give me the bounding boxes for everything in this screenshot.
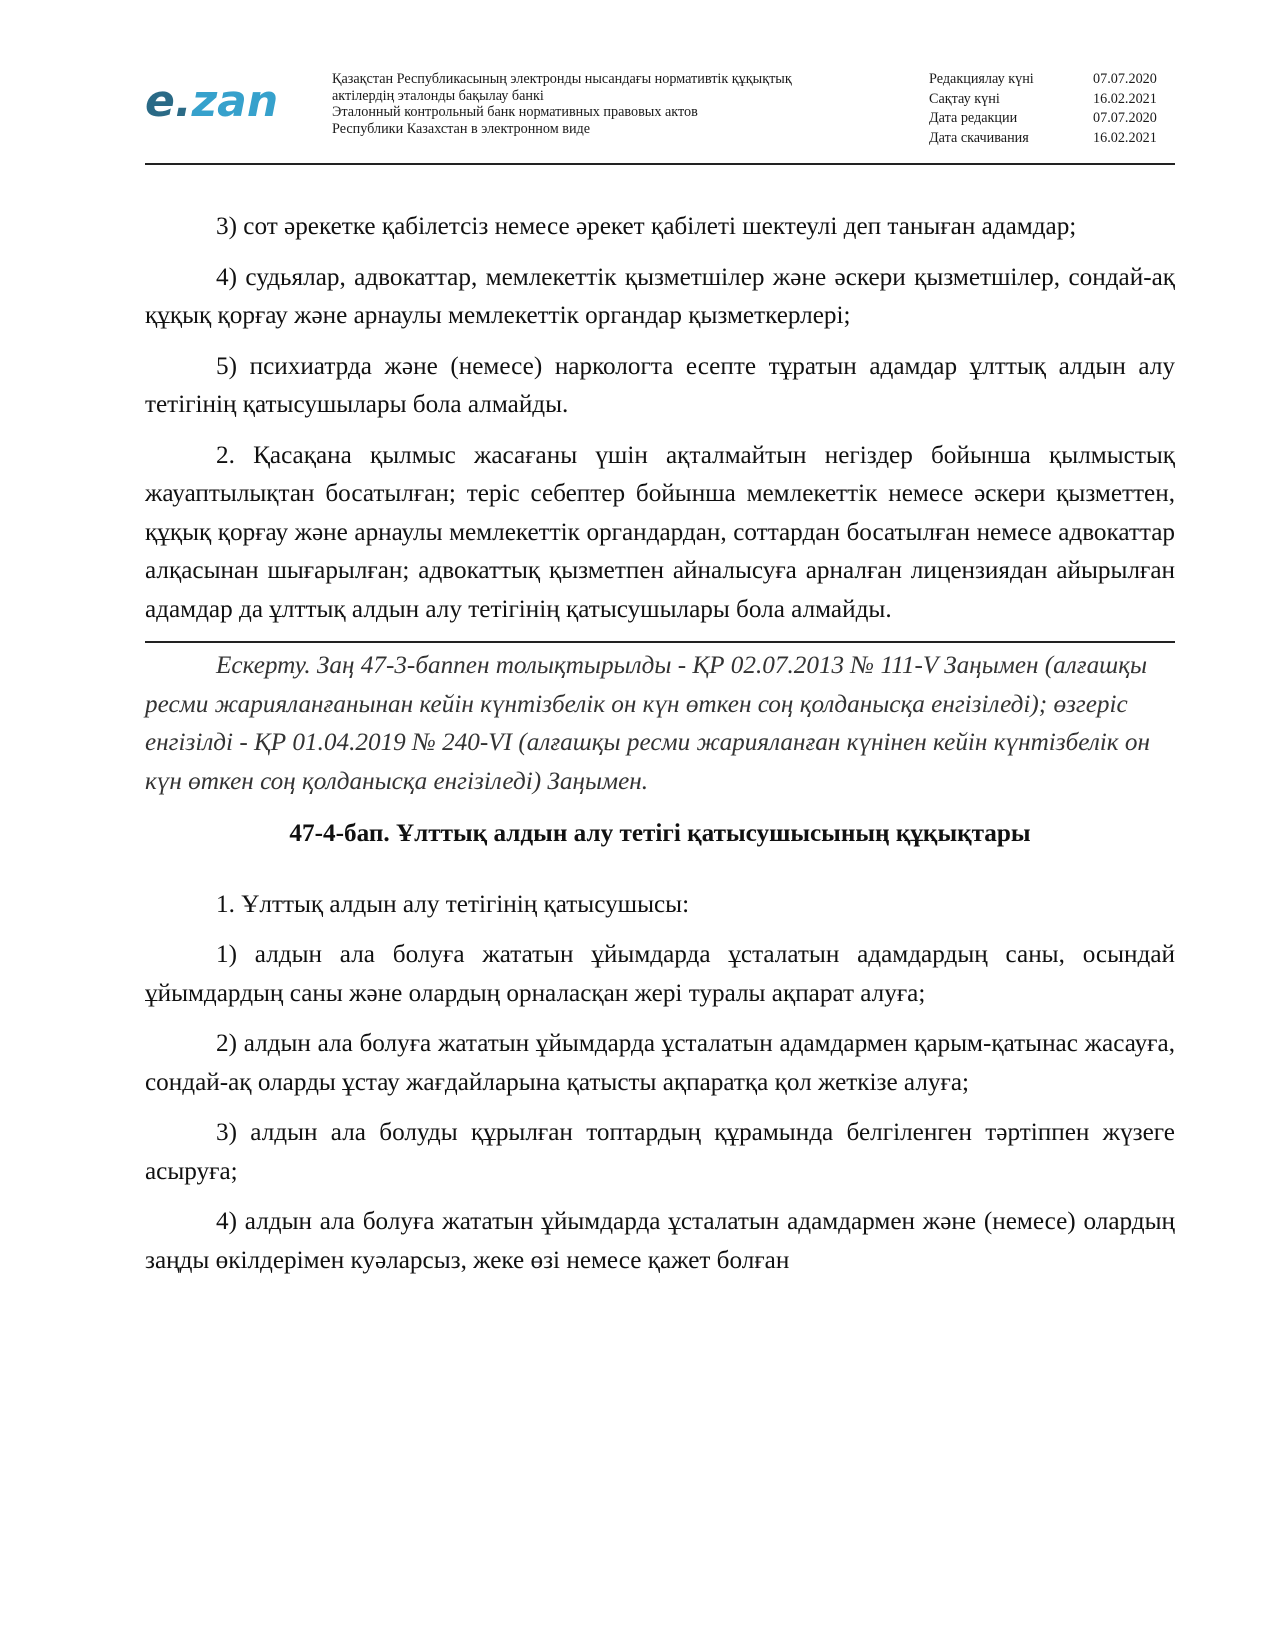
- meta-label: Редакциялау күні: [929, 71, 1034, 87]
- article-title: 47-4-бап. Ұлттық алдын алу тетігі қатысушысының құқықтары: [289, 820, 1031, 847]
- meta-row: [929, 109, 1175, 129]
- meta-label: Дата скачивания: [929, 129, 1029, 146]
- meta-value: 07.07.2020: [1093, 110, 1157, 126]
- body-paragraph: 3) алдын ала болуды құрылған топтардың құрамында белгіленген тәртіппен жүзеге асыруға;: [145, 1119, 1175, 1185]
- meta-row: [929, 70, 1175, 90]
- logo-zan: zan: [191, 76, 279, 127]
- header-desc-line: актілердің эталонды бақылау банкі: [332, 87, 544, 104]
- document-body: [145, 208, 1175, 1292]
- meta-label: Сақтау күні: [929, 90, 1000, 107]
- logo-e: e: [145, 76, 175, 127]
- header-dates: [929, 70, 1175, 148]
- body-paragraph: 4) алдын ала болуға жататын ұйымдарда ұсталатын адамдармен және (немесе) олардың заңды өкілдерімен куәларсыз, жеке өзі немесе қажет болған: [145, 1208, 1175, 1274]
- body-paragraph: 3) сот әрекетке қабілетсіз немесе әрекет қабілеті шектеулі деп таныған адамдар;: [216, 213, 1077, 240]
- meta-value: 07.07.2020: [1093, 71, 1157, 87]
- body-paragraph: 5) психиатрда және (немесе) наркологта есепте тұратын адамдар ұлттық алдын алу тетігінің қатысушылары бола алмайды.: [145, 352, 1175, 418]
- header-description: [332, 71, 892, 137]
- body-paragraph: 1. Ұлттық алдын алу тетігінің қатысушысы:: [216, 890, 690, 918]
- body-paragraph: 2. Қасақана қылмыс жасағаны үшін ақталмайтын негіздер бойынша қылмыстық жауаптылықтан босатылған; теріс себептер бойынша мемлекеттік немесе әскери қызметтен, құқық қорғау және арнаулы мемлекеттік органдардан, соттардан босатылған немесе адвокаттар алқасынан шығарылған; адвокаттық қызметпен айналысуға арналған лицензиядан айырылған адамдар да ұлттық алдын алу тетігінің қатысушылары бола алмайды.: [145, 441, 1175, 623]
- amendment-note: Ескерту. Заң 47-3-баппен толықтырылды - ҚР 02.07.2013 № 111-V Заңымен (алғашқы ресми жарияланғанынан кейін күнтізбелік он күн өткен соң қолданысқа енгізіледі); өзгеріс енгізілді - ҚР 01.04.2019 № 240-VI (алғашқы ресми жарияланған күнінен кейін күнтізбелік он күн өткен соң қолданысқа енгізіледі) Заңымен.: [145, 652, 1150, 795]
- header-desc-line: Республики Казахстан в электронном виде: [332, 120, 591, 137]
- meta-value: 16.02.2021: [1093, 129, 1157, 146]
- header-desc-line: Эталонный контрольный банк нормативных правовых актов: [332, 104, 698, 121]
- meta-label: Дата редакции: [929, 110, 1018, 126]
- header-divider: [145, 163, 1175, 165]
- note-divider: [145, 641, 1175, 643]
- meta-row: [929, 129, 1175, 149]
- body-paragraph: 1) алдын ала болуға жататын ұйымдарда ұсталатын адамдардың саны, осындай ұйымдардың саны және олардың орналасқан жері туралы ақпарат алуға;: [145, 941, 1175, 1007]
- body-paragraph: 2) алдын ала болуға жататын ұйымдарда ұсталатын адамдармен қарым-қатынас жасауға, сондай-ақ оларды ұстау жағдайларына қатысты ақпаратқа қол жеткізе алуға;: [145, 1030, 1175, 1096]
- ezan-logo: [145, 76, 279, 127]
- header-desc-line: Қазақстан Республикасының электронды нысандағы нормативтік құқықтық: [332, 71, 792, 87]
- document-header: [145, 66, 1175, 164]
- logo-dot: .: [174, 76, 192, 127]
- body-paragraph: 4) судьялар, адвокаттар, мемлекеттік қызметшілер және әскери қызметшілер, сондай-ақ құқық қорғау және арнаулы мемлекеттік органдар қызметкерлері;: [145, 263, 1175, 329]
- meta-row: [929, 90, 1175, 110]
- meta-value: 16.02.2021: [1093, 90, 1157, 107]
